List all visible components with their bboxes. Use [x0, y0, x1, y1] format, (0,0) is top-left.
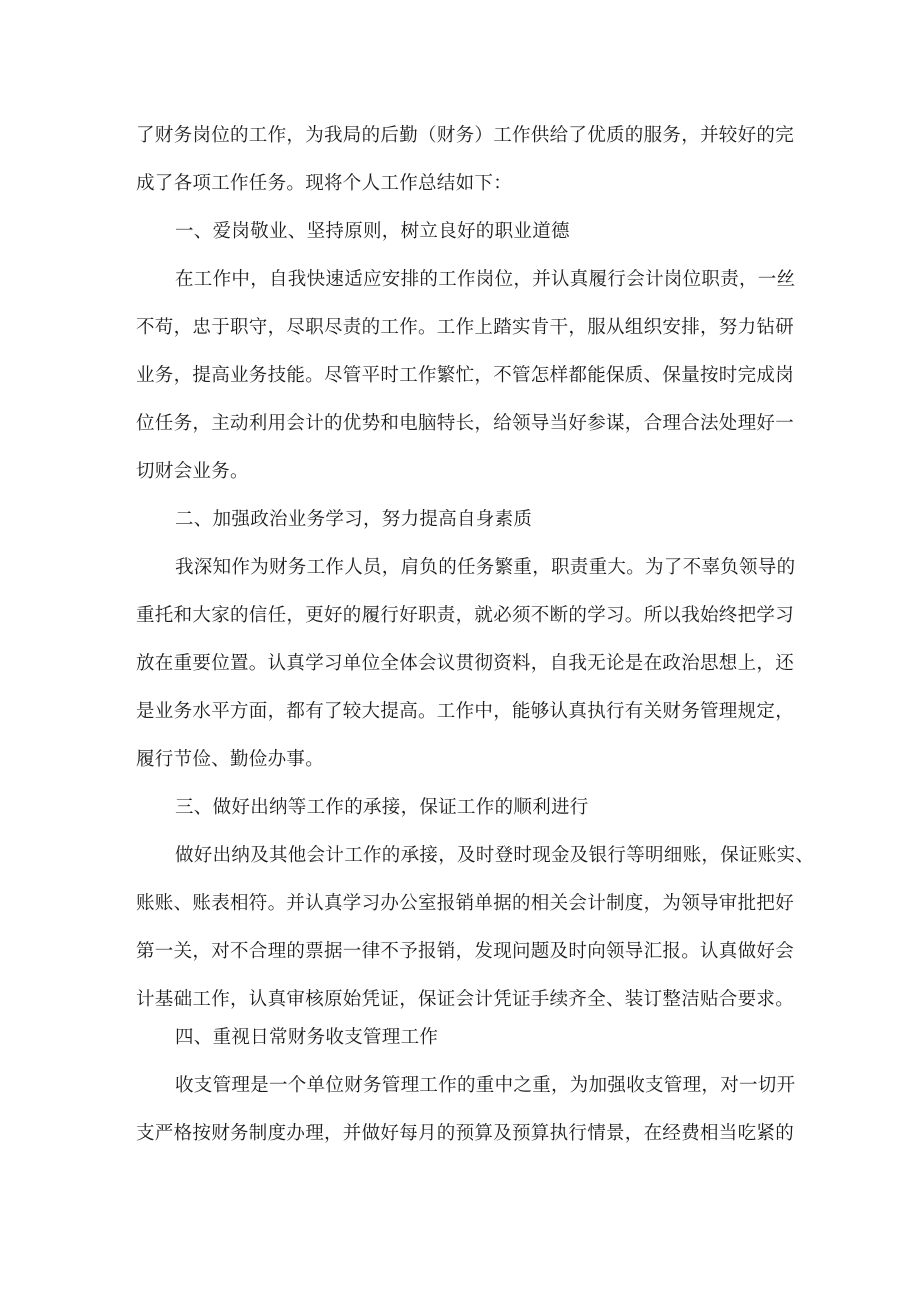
paragraph-line: 做好出纳及其他会计工作的承接，及时登时现金及银行等明细账，保证账实、	[175, 845, 815, 866]
paragraph-line: 在工作中，自我快速适应安排的工作岗位，并认真履行会计岗位职责，一丝	[175, 269, 796, 290]
paragraph-line: 放在重要位置。认真学习单位全体会议贯彻资料，自我无论是在政治思想上，还	[136, 653, 795, 674]
paragraph-line: 支严格按财务制度办理，并做好每月的预算及预算执行情景，在经费相当吃紧的	[136, 1123, 795, 1144]
section-heading-4: 四、重视日常财务收支管理工作	[175, 1027, 439, 1048]
paragraph-line: 位任务，主动利用会计的优势和电脑特长，给领导当好参谋，合理合法处理好一	[136, 413, 795, 434]
paragraph-line: 我深知作为财务工作人员，肩负的任务繁重，职责重大。为了不辜负领导的	[175, 557, 796, 578]
paragraph-line: 切财会业务。	[136, 461, 249, 482]
paragraph-line: 计基础工作，认真审核原始凭证，保证会计凭证手续齐全、装订整洁贴合要求。	[136, 989, 795, 1010]
section-heading-2: 二、加强政治业务学习，努力提高自身素质	[175, 509, 533, 530]
paragraph-line: 收支管理是一个单位财务管理工作的重中之重，为加强收支管理，对一切开	[175, 1075, 796, 1096]
paragraph-line: 第一关，对不合理的票据一律不予报销，发现问题及时向领导汇报。认真做好会	[136, 941, 795, 962]
paragraph-line: 业务，提高业务技能。尽管平时工作繁忙，不管怎样都能保质、保量按时完成岗	[136, 365, 795, 386]
paragraph-line: 是业务水平方面，都有了较大提高。工作中，能够认真执行有关财务管理规定，	[136, 701, 795, 722]
paragraph-line: 履行节俭、勤俭办事。	[136, 749, 325, 770]
section-heading-1: 一、爱岗敬业、坚持原则，树立良好的职业道德	[175, 221, 570, 242]
paragraph-line: 账账、账表相符。并认真学习办公室报销单据的相关会计制度，为领导审批把好	[136, 893, 795, 914]
paragraph-line: 了财务岗位的工作，为我局的后勤（财务）工作供给了优质的服务，并较好的完	[136, 125, 795, 146]
paragraph-line: 成了各项工作任务。现将个人工作总结如下：	[136, 173, 513, 194]
paragraph-line: 重托和大家的信任，更好的履行好职责，就必须不断的学习。所以我始终把学习	[136, 605, 795, 626]
section-heading-3: 三、做好出纳等工作的承接，保证工作的顺利进行	[175, 797, 589, 818]
paragraph-line: 不苟，忠于职守，尽职尽责的工作。工作上踏实肯干，服从组织安排，努力钻研	[136, 317, 795, 338]
